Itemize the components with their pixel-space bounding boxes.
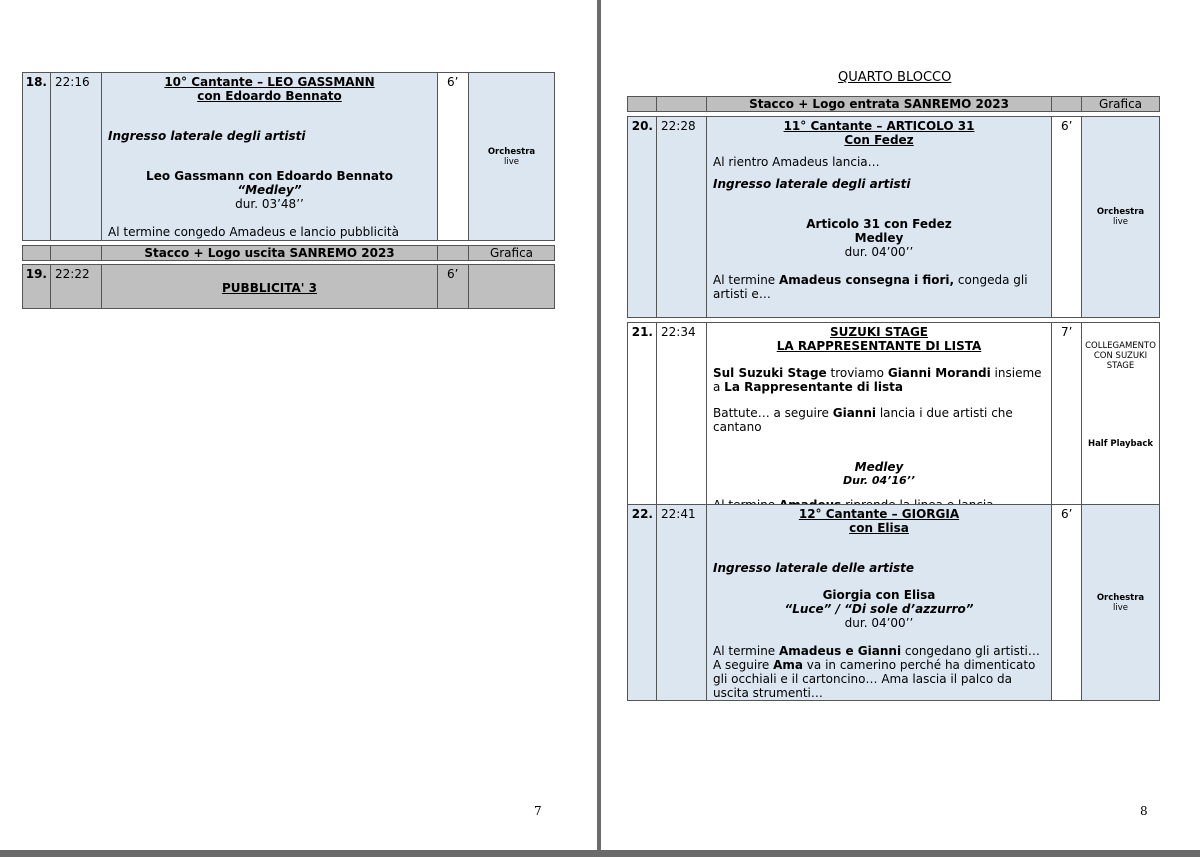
row-subtitle: con Edoardo Bennato (197, 89, 342, 103)
closing-text: Al termine Amadeus consegna i fiori, congeda gli artisti e… (713, 273, 1028, 301)
grafica-tag: Grafica (1082, 97, 1160, 112)
rundown-row-20 (627, 116, 1160, 318)
row-subtitle: LA RAPPRESENTANTE DI LISTA (776, 339, 982, 353)
entrance-text: Ingresso laterale delle artiste (713, 561, 915, 575)
row-time: 22:41 (657, 505, 707, 701)
row-content (707, 323, 1052, 513)
stacco-bar-exit (22, 245, 555, 261)
song-title: “Luce” / “Di sole d’azzurro” (784, 602, 974, 616)
row-title: 12° Cantante – GIORGIA (798, 507, 960, 521)
row-duration: 6’ (1052, 505, 1082, 701)
row-title: 10° Cantante – LEO GASSMANN (164, 75, 375, 89)
description-text: Sul Suzuki Stage troviamo Gianni Morandi insieme a La Rappresentante di lista (713, 366, 1042, 394)
row-subtitle: Con Fedez (844, 133, 914, 147)
note-orchestra: Orchestra (1096, 207, 1145, 217)
row-note (469, 73, 555, 241)
performer-text: Leo Gassmann con Edoardo Bennato (146, 169, 393, 183)
row-time: 22:16 (51, 73, 102, 241)
intro-text: Al rientro Amadeus lancia… (713, 155, 880, 169)
row-number: 21. (628, 323, 657, 513)
row-duration: 6’ (1052, 117, 1082, 318)
page-number: 7 (534, 804, 542, 818)
closing-text-2: A seguire Ama va in camerino perché ha dimenticato gli occhiali e il cartoncino… Ama lascia il palco da uscita strumenti… (713, 658, 1036, 700)
row-title: 11° Cantante – ARTICOLO 31 (783, 119, 975, 133)
row-title: PUBBLICITA' 3 (222, 281, 317, 295)
rundown-row-21 (627, 322, 1160, 513)
song-title: “Medley” (237, 183, 302, 197)
grafica-tag: Grafica (469, 246, 555, 261)
row-time: 22:22 (51, 265, 102, 309)
rundown-row-19 (22, 264, 555, 309)
song-title: Medley (854, 460, 904, 474)
section-title: QUARTO BLOCCO (838, 70, 952, 85)
row-subtitle: con Elisa (849, 521, 909, 535)
description-text-2: Battute… a seguire Gianni lancia i due artisti che cantano (713, 406, 1013, 434)
row-time: 22:28 (657, 117, 707, 318)
row-duration: 6’ (438, 265, 469, 309)
note-collegamento: COLLEGAMENTO CON SUZUKI STAGE (1085, 341, 1156, 371)
row-duration: 7’ (1052, 323, 1082, 513)
row-time: 22:34 (657, 323, 707, 513)
entrance-text: Ingresso laterale degli artisti (108, 129, 306, 143)
performer-text: Articolo 31 con Fedez (806, 217, 952, 231)
row-duration: 6’ (438, 73, 469, 241)
stacco-text: Stacco + Logo uscita SANREMO 2023 (102, 246, 438, 261)
note-live: live (1113, 217, 1128, 227)
row-content (102, 73, 438, 241)
row-number: 18. (23, 73, 51, 241)
song-title: Medley (854, 231, 904, 245)
song-length: dur. 04’00’’ (844, 616, 914, 630)
closing-text: Al termine congedo Amadeus e lancio pubblicità (108, 225, 399, 239)
page-number: 8 (1140, 804, 1148, 818)
row-title: SUZUKI STAGE (829, 325, 928, 339)
stacco-text: Stacco + Logo entrata SANREMO 2023 (707, 97, 1052, 112)
row-note (1082, 323, 1160, 513)
stacco-bar-entry (627, 96, 1160, 112)
note-orchestra: Orchestra (1096, 592, 1145, 603)
rundown-row-22 (627, 504, 1160, 701)
song-length: dur. 03’48’’ (235, 197, 304, 211)
row-content (707, 117, 1052, 318)
row-content (102, 265, 438, 309)
note-live: live (1113, 602, 1128, 613)
song-length: Dur. 04’16’’ (843, 474, 915, 487)
closing-text: Al termine Amadeus e Gianni congedano gli artisti… (713, 644, 1040, 658)
row-note (1082, 117, 1160, 318)
entrance-text: Ingresso laterale degli artisti (713, 177, 911, 191)
rundown-row-18 (22, 72, 555, 241)
note-half-playback: Half Playback (1087, 439, 1154, 449)
note-orchestra: Orchestra (487, 146, 536, 157)
row-number: 20. (628, 117, 657, 318)
row-note (1082, 505, 1160, 701)
row-content (707, 505, 1052, 701)
row-number: 22. (628, 505, 657, 701)
song-length: dur. 04’00’’ (844, 245, 914, 259)
row-number: 19. (23, 265, 51, 309)
performer-text: Giorgia con Elisa (822, 588, 936, 602)
note-live: live (504, 156, 519, 167)
